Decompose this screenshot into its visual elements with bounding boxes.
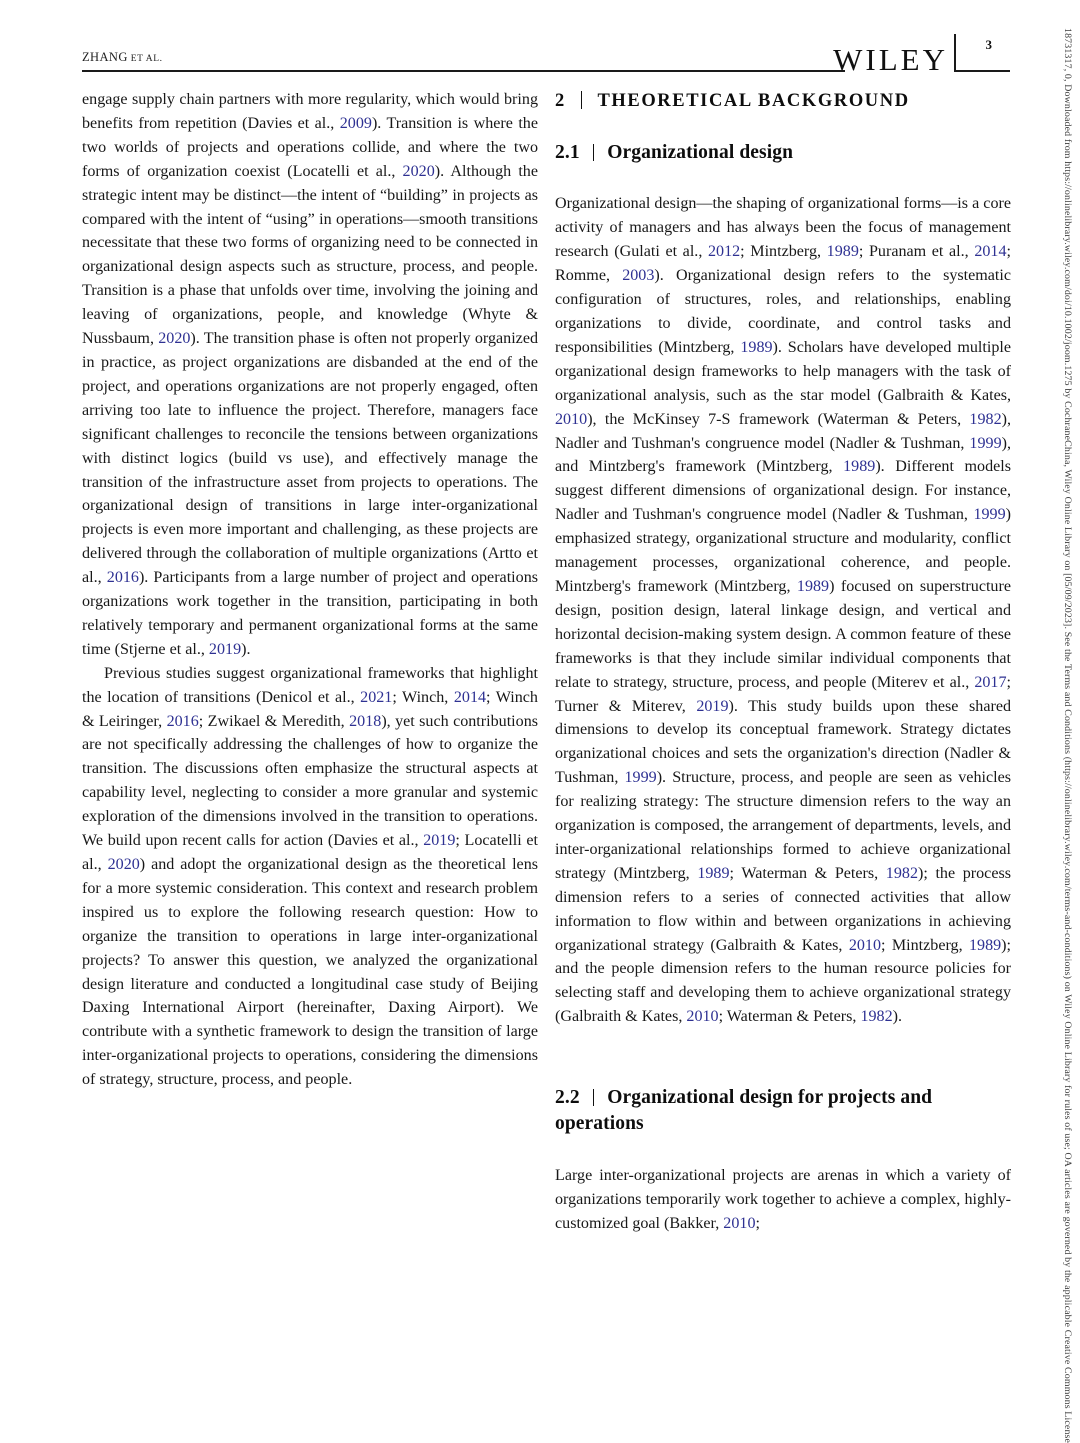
subsection-number: 2.2	[555, 1087, 580, 1109]
heading-separator	[581, 91, 583, 109]
citation-link[interactable]: 1989	[697, 864, 730, 882]
citation-link[interactable]: 1982	[860, 1008, 893, 1026]
right-column	[555, 88, 1011, 1236]
subsection-heading-2-2	[555, 1085, 1011, 1136]
running-head-authors: ZHANG	[82, 50, 128, 64]
citation-link[interactable]: 2003	[622, 267, 655, 285]
citation-link[interactable]: 1982	[969, 410, 1002, 428]
citation-link[interactable]: 1989	[843, 458, 876, 476]
citation-link[interactable]: 2020	[158, 330, 191, 348]
running-head-etal: ET AL.	[127, 54, 163, 64]
section-number: 2	[555, 91, 566, 111]
article-body	[82, 88, 1010, 1236]
heading-separator	[593, 144, 595, 161]
citation-link[interactable]: 2019	[696, 697, 729, 715]
citation-link[interactable]: 1989	[740, 338, 773, 356]
logo-vertical-bar	[954, 34, 956, 72]
logo-baseline-bar	[954, 70, 1010, 72]
page-number: 3	[985, 37, 992, 52]
citation-link[interactable]: 2010	[723, 1214, 756, 1232]
citation-link[interactable]: 1989	[826, 243, 859, 261]
wiley-logo-mark	[954, 34, 1010, 72]
citation-link[interactable]: 2020	[402, 162, 435, 180]
subsection-heading-2-1	[555, 140, 1011, 165]
citation-link[interactable]: 2017	[974, 673, 1007, 691]
page-header	[82, 30, 1010, 77]
heading-separator	[593, 1089, 595, 1106]
citation-link[interactable]: 2019	[423, 832, 456, 850]
body-paragraph: Previous studies suggest organizational frameworks that highlight the location of transitions (Denicol et al., 2021; Winch, 2014; Winch & Leiringer, 2016; Zwikael & Meredith, 2018), yet such contributions are not specifically addressing the challenges of how to organize the transition. The discussions often emphasize the structural aspects at capability level, neglecting to consider a more granular and systemic exploration of the dimensions involved in the transition to operations. We build upon recent calls for action (Davies et al., 2019; Locatelli et al., 2020) and adopt the organizational design as the theoretical lens for a more systemic consideration. This context and research problem inspired us to explore the following research question: How to organize the transition to operations in large inter-organizational projects? To answer this question, we analyzed the organizational design literature and conducted a longitudinal case study of Beijing Daxing International Airport (hereinafter, Daxing Airport). We contribute with a synthetic framework to design the transition of large inter-organizational projects to operations, considering the dimensions of strategy, structure, process, and people.	[82, 664, 539, 1089]
citation-link[interactable]: 1989	[796, 577, 830, 595]
body-paragraph: Large inter-organizational projects are arenas in which a variety of organizations temporarily work together to achieve a complex, highly-customized goal (Bakker, 2010;	[555, 1166, 1011, 1232]
citation-link[interactable]: 2010	[555, 410, 588, 428]
wiley-logo: WILEY	[833, 42, 948, 77]
citation-link[interactable]: 1982	[885, 864, 918, 882]
citation-link[interactable]: 2010	[848, 936, 881, 954]
download-license-sidebar: 18731317, 0, Downloaded from https://onlinelibrary.wiley.com/doi/10.1002/joom.1275 by CochraneChina, Wiley Online Library on [05/09/2023]. See the Terms and Conditions (https://onlinelibrary.wiley.com/terms-and-conditions) on Wiley Online Library for rules of use; OA articles are governed by the applicable Creative Commons License	[1062, 28, 1073, 1443]
citation-link[interactable]: 1999	[969, 434, 1002, 452]
citation-link[interactable]: 1999	[973, 506, 1006, 524]
citation-link[interactable]: 2018	[349, 712, 382, 730]
subsection-number: 2.1	[555, 142, 580, 164]
citation-link[interactable]: 1989	[968, 936, 1002, 954]
subsection-title: Organizational design	[607, 142, 794, 164]
body-paragraph: Organizational design—the shaping of organizational forms—is a core activity of managers and has always been the focus of management research (Gulati et al., 2012; Mintzberg, 1989; Puranam et al., 2014; Romme, 2003). Organizational design refers to the systematic configuration of structures, roles, and relationships, enabling organizations to divide, coordinate, and control tasks and responsibilities (Mintzberg, 1989). Scholars have developed multiple organizational design frameworks to help managers with the task of organizational analysis, such as the star model (Galbraith & Kates, 2010), the McKinsey 7-S framework (Waterman & Peters, 1982), Nadler and Tushman's congruence model (Nadler & Tushman, 1999), and Mintzberg's framework (Mintzberg, 1989). Different models suggest different dimensions of organizational design. For instance, Nadler and Tushman's congruence model (Nadler & Tushman, 1999) emphasized strategy, organizational structure and modularity, conflict management processes, organizational coherence, and people. Mintzberg's framework (Mintzberg, 1989) focused on superstructure design, position design, lateral linkage design, and vertical and horizontal decision-making system design. A common feature of these frameworks is that they include similar individual components that relate to strategy, structure, process, and people (Miterev et al., 2017; Turner & Miterev, 2019). This study builds upon these shared dimensions to develop its conceptual framework. Strategy dictates organizational choices and sets the organization's direction (Nadler & Tushman, 1999). Structure, process, and people are seen as vehicles for realizing strategy: The structure dimension refers to the way an organization is composed, the arrangement of departments, levels, and inter-organizational relationships formed to achieve organizational strategy (Mintzberg, 1989; Waterman & Peters, 1982); the process dimension refers to a series of connected activities that allow information to flow within and between organizations in achieving organizational strategy (Galbraith & Kates, 2010; Mintzberg, 1989); and the people dimension refers to the human resource policies for selecting staff and developing them to achieve organizational strategy (Galbraith & Kates, 2010; Waterman & Peters, 1982).	[555, 195, 1012, 1026]
running-head	[82, 50, 163, 65]
citation-link[interactable]: 2020	[107, 856, 140, 873]
left-column	[82, 88, 538, 1236]
citation-link[interactable]: 2016	[166, 712, 199, 730]
citation-link[interactable]: 2014	[453, 688, 487, 706]
subsection-title: Organizational design for projects and operations	[555, 1087, 933, 1134]
citation-link[interactable]: 1999	[624, 769, 657, 787]
section-heading-2	[555, 90, 1011, 113]
citation-link[interactable]: 2021	[360, 688, 393, 706]
citation-link[interactable]: 2014	[974, 243, 1007, 261]
citation-link[interactable]: 2012	[707, 243, 741, 261]
citation-link[interactable]: 2016	[106, 569, 139, 587]
section-title: THEORETICAL BACKGROUND	[597, 91, 910, 111]
citation-link[interactable]: 2009	[339, 114, 372, 132]
citation-link[interactable]: 2010	[686, 1008, 719, 1026]
citation-link[interactable]: 2019	[208, 640, 242, 658]
header-rule	[82, 70, 845, 72]
body-paragraph: engage supply chain partners with more regularity, which would bring benefits from repetition (Davies et al., 2009). Transition is where the two worlds of projects and operations collide, and where the two forms of organization coexist (Locatelli et al., 2020). Although the strategic intent may be distinct—the intent of “building” in projects as compared with the intent of “using” in operations—smooth transitions necessitate that these two forms of organizing need to be connected in organizational design aspects such as structure, process, and people. Transition is a phase that unfolds over time, involving the joining and leaving of organizations, people, and knowledge (Whyte & Nussbaum, 2020). The transition phase is often not properly organized in practice, as project organizations are disbanded at the end of the project, and operations organizations are not properly engaged, often arriving too late to influence the project. Therefore, managers face significant challenges to reconcile the tensions between organizations with distinct logics (build vs use), and effectively manage the transition of the infrastructure asset from projects to operations. The organizational design of transitions in large inter-organizational projects is even more important and challenging, as these projects are delivered through the collaboration of multiple organizations (Artto et al., 2016). Participants from a large number of project and operations organizations work together in the transition, participating in both relatively temporary and permanent organizational forms at the same time (Stjerne et al., 2019).	[82, 91, 539, 658]
